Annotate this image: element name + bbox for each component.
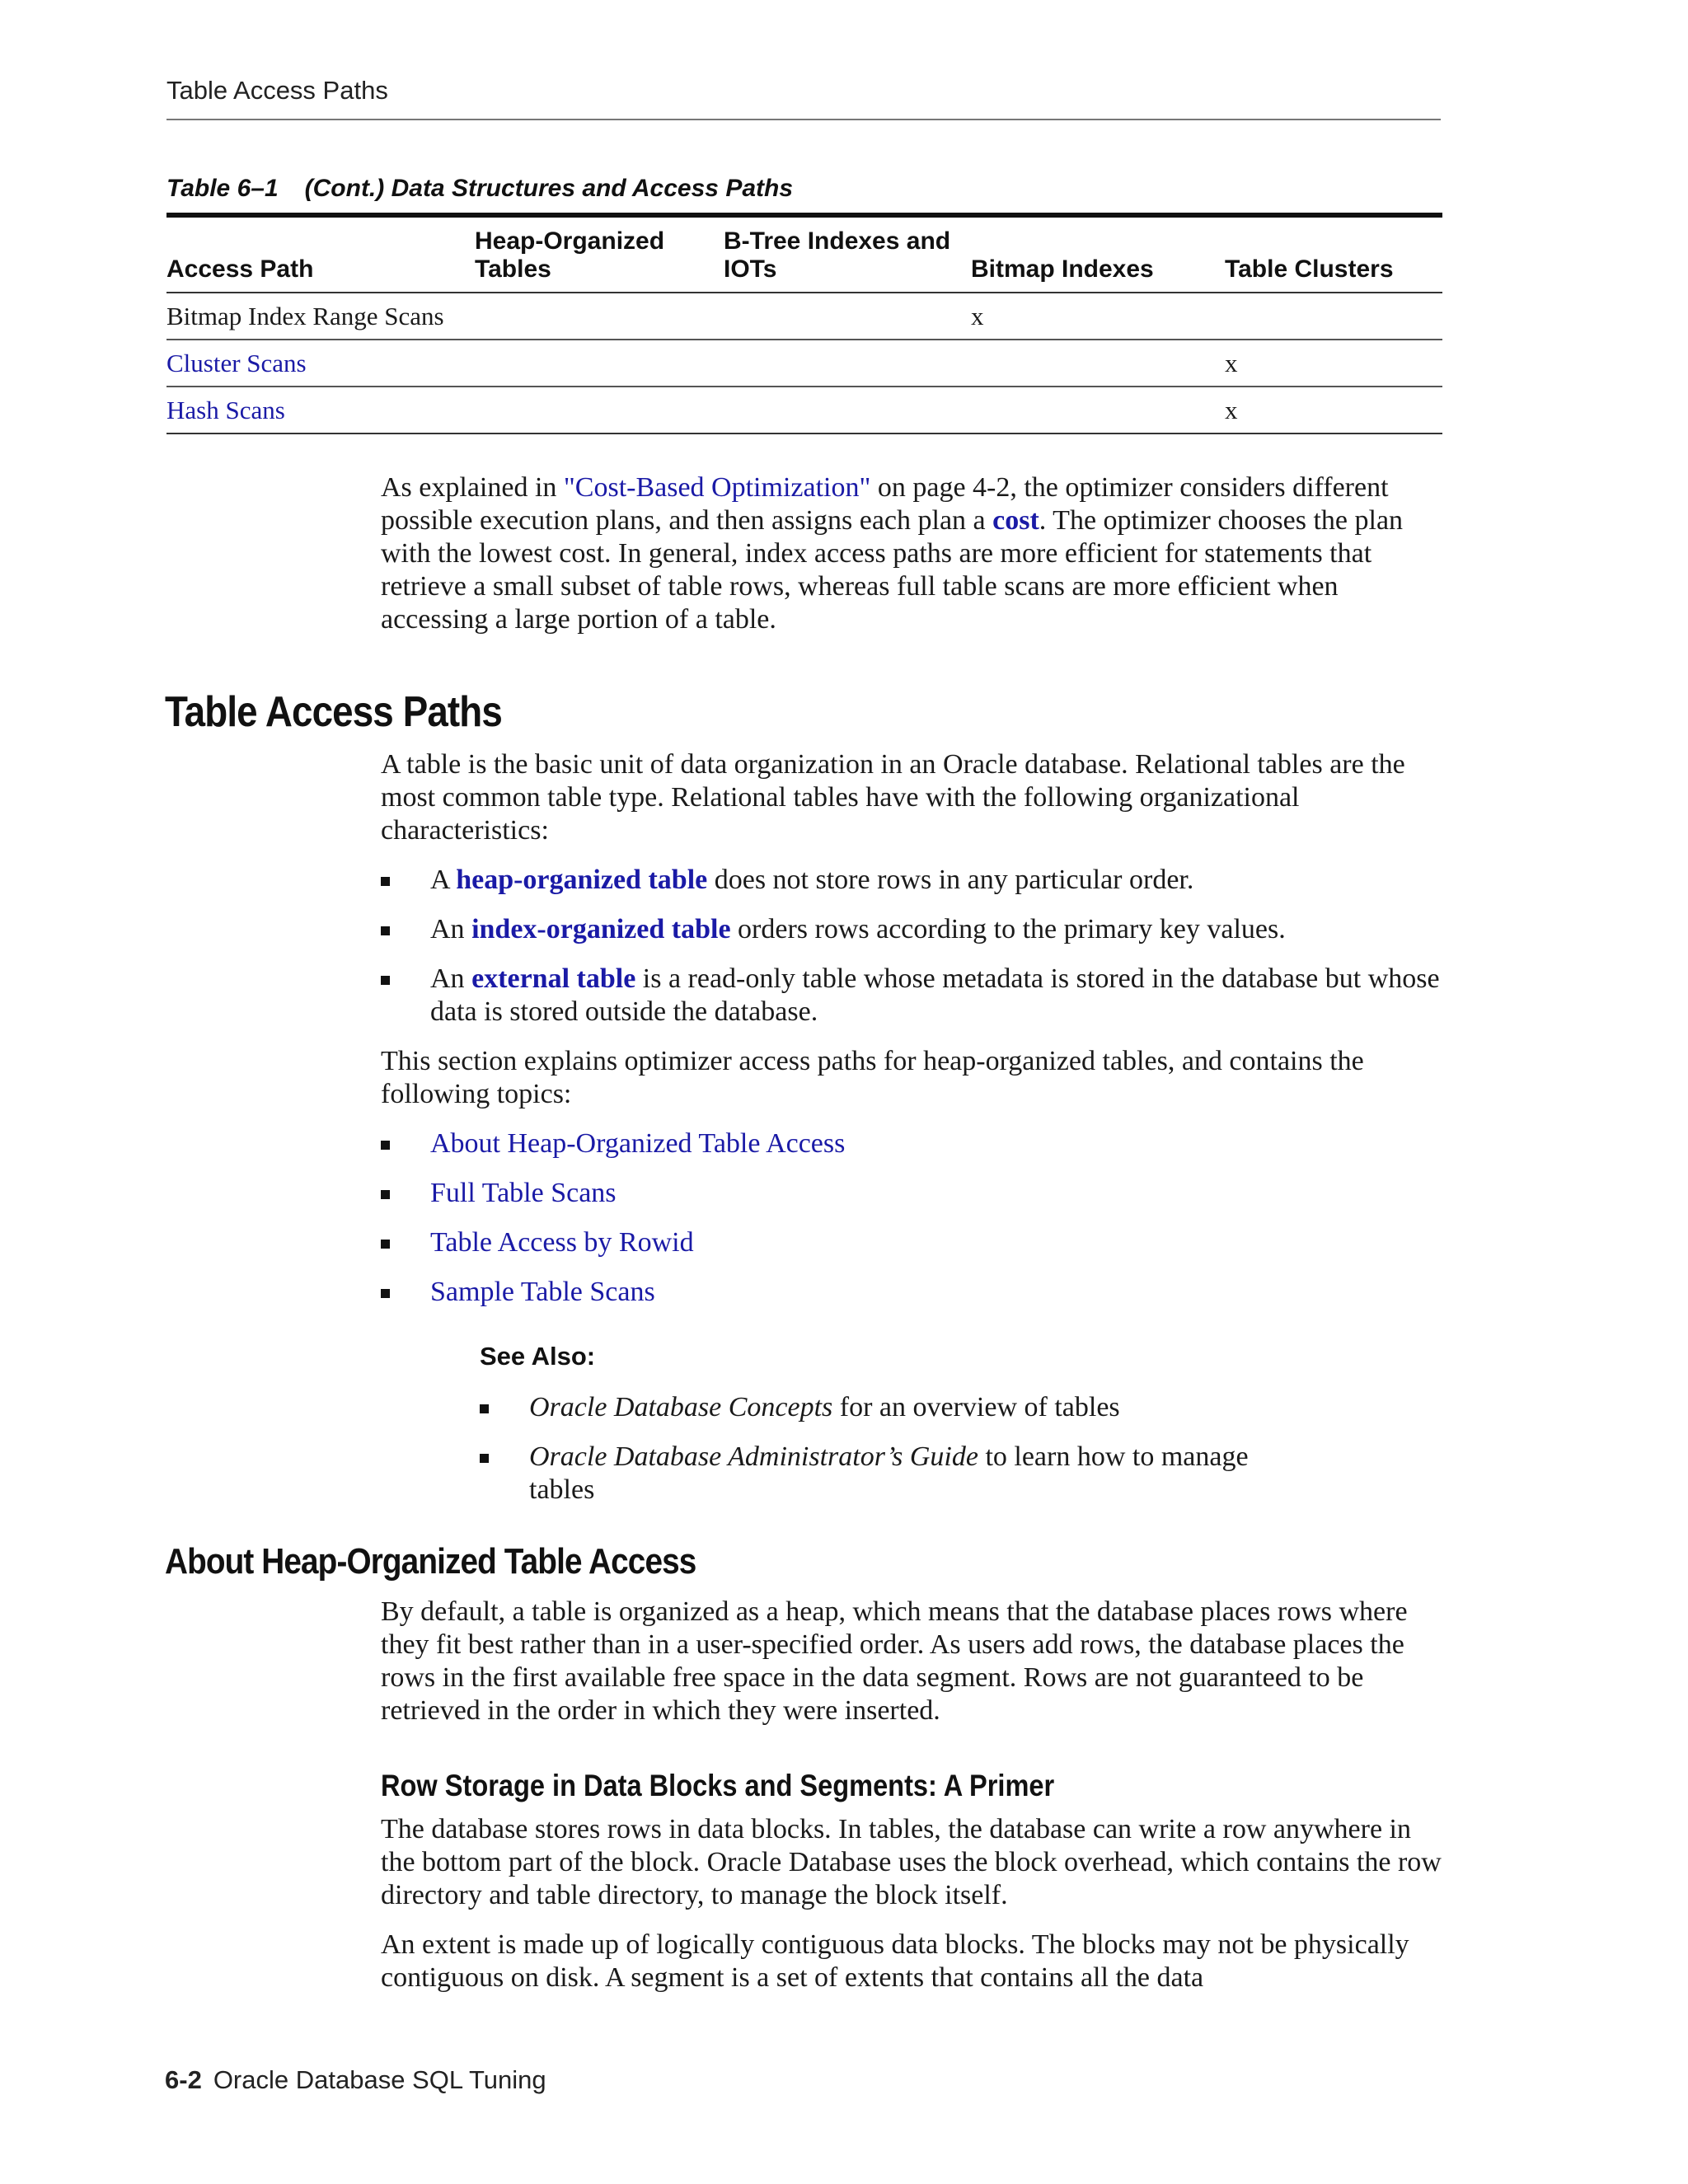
cell-heap [475,387,724,434]
row-storage-paragraph-1: The database stores rows in data blocks. In tables, the database can write a row anywhere in the bottom part of the block. Oracle Database uses the block overhead, which contains the row directory and table directory, to manage the block itself. [381,1814,1442,1910]
heap-access-paragraph: By default, a table is organized as a heap, which means that the database places rows where they fit best rather than in a user-specified order. As users add rows, the database places the rows in the first available free space in the data segment. Rows are not guaranteed to be retrieved in the order in which they were inserted. [381,1596,1408,1726]
table-caption-title: (Cont.) Data Structures and Access Paths [304,175,794,202]
running-header: Table Access Paths [166,76,1441,120]
index-organized-table-link[interactable]: index-organized table [471,914,731,944]
intro-paragraph: As explained in "Cost-Based Optimization" on page 4-2, the optimizer considers different possible execution plans, and then assigns each plan a cost. The optimizer chooses the plan with the lowest cost. In general, index access paths are more efficient for statements that retrieve a small subset of table rows, whereas full table scans are more efficient when accessing a large portion of a table. [381,472,1404,635]
square-bullet-icon [381,877,390,886]
cell-bitmap: x [971,293,1225,340]
row-storage-body [381,1813,1444,2011]
intro-block [381,471,1444,653]
heap-organized-table-link[interactable]: heap-organized table [456,865,708,895]
square-bullet-icon [381,976,390,985]
list-item: Oracle Database Administrator’s Guide to learn how to manage tables [480,1441,1271,1507]
row-storage-paragraph-2: An extent is made up of logically contiguous data blocks. The blocks may not be physically contiguous on disk. A segment is a set of extents that contains all the data [381,1929,1409,1993]
book-title-footer: Oracle Database SQL Tuning [213,2065,546,2094]
cell-bitmap [971,340,1225,387]
topic-link-heap-organized-access[interactable]: About Heap-Organized Table Access [430,1128,846,1159]
section-title-table-access-paths: Table Access Paths [165,688,502,736]
col-header-bitmap: Bitmap Indexes [971,255,1154,283]
square-bullet-icon [381,1289,390,1298]
cell-btree [724,387,971,434]
page-number: 6-2 [165,2065,202,2094]
hash-scans-link[interactable]: Hash Scans [166,395,285,424]
topics-list [381,1127,1444,1309]
topic-link-sample-table-scans[interactable]: Sample Table Scans [430,1277,655,1307]
square-bullet-icon [381,1141,390,1150]
list-item [381,1226,1444,1259]
cell-heap [475,340,724,387]
list-item: A heap-organized table does not store rows in any particular order. [381,864,1444,897]
page-footer [165,2065,546,2095]
table-caption-number: Table 6–1 [166,175,279,202]
cell-btree [724,340,971,387]
see-also-title: See Also: [480,1342,596,1371]
cell-clusters: x [1225,340,1442,387]
col-header-clusters: Table Clusters [1225,255,1394,283]
cell-heap [475,293,724,340]
list-item: An external table is a read-only table whose metadata is stored in the database but whose data is stored outside the database. [381,963,1444,1029]
table-row [166,293,1442,340]
list-item [381,1276,1444,1309]
list-item [381,1177,1444,1210]
subsubsection-title-row-storage: Row Storage in Data Blocks and Segments: A Primer [381,1769,1055,1802]
col-header-btree: B-Tree Indexes and IOTs [724,227,951,283]
square-bullet-icon [381,1190,390,1199]
col-header-heap-organized: Heap-Organized Tables [475,227,665,283]
square-bullet-icon [480,1404,489,1413]
book-title: Oracle Database Administrator’s Guide [529,1441,978,1472]
cell-clusters: x [1225,387,1442,434]
table-types-list [381,864,1444,1029]
list-item: Oracle Database Concepts for an overview of tables [480,1391,1304,1424]
table-caption [166,175,793,203]
see-also-box [480,1340,1304,1523]
square-bullet-icon [381,926,390,935]
square-bullet-icon [381,1240,390,1249]
table-header-row [166,215,1442,293]
cell-btree [724,293,971,340]
cost-based-optimization-link[interactable]: "Cost-Based Optimization" [563,472,871,503]
subsection-title-heap-access: About Heap-Organized Table Access [165,1541,696,1582]
see-also-list [480,1391,1304,1507]
list-item [381,1127,1444,1160]
access-paths-table [166,213,1442,434]
cell-bitmap [971,387,1225,434]
table-row [166,340,1442,387]
section-intro-paragraph: A table is the basic unit of data organization in an Oracle database. Relational tables are the most common table type. Relational tables have with the following organizational characteristics: [381,749,1405,846]
col-header-access-path: Access Path [166,255,314,283]
square-bullet-icon [480,1454,489,1463]
cell-clusters [1225,293,1442,340]
external-table-link[interactable]: external table [471,963,636,994]
table-row [166,387,1442,434]
heap-access-body [381,1596,1444,1744]
list-item: An index-organized table orders rows according to the primary key values. [381,913,1444,946]
topic-link-table-access-by-rowid[interactable]: Table Access by Rowid [430,1227,694,1258]
section-body [381,748,1444,1325]
book-title: Oracle Database Concepts [529,1392,833,1422]
cost-glossary-link[interactable]: cost [992,505,1039,536]
topics-intro-paragraph: This section explains optimizer access paths for heap-organized tables, and contains the following topics: [381,1046,1364,1109]
cell-access-path: Bitmap Index Range Scans [166,293,475,340]
cluster-scans-link[interactable]: Cluster Scans [166,348,307,377]
topic-link-full-table-scans[interactable]: Full Table Scans [430,1178,617,1208]
